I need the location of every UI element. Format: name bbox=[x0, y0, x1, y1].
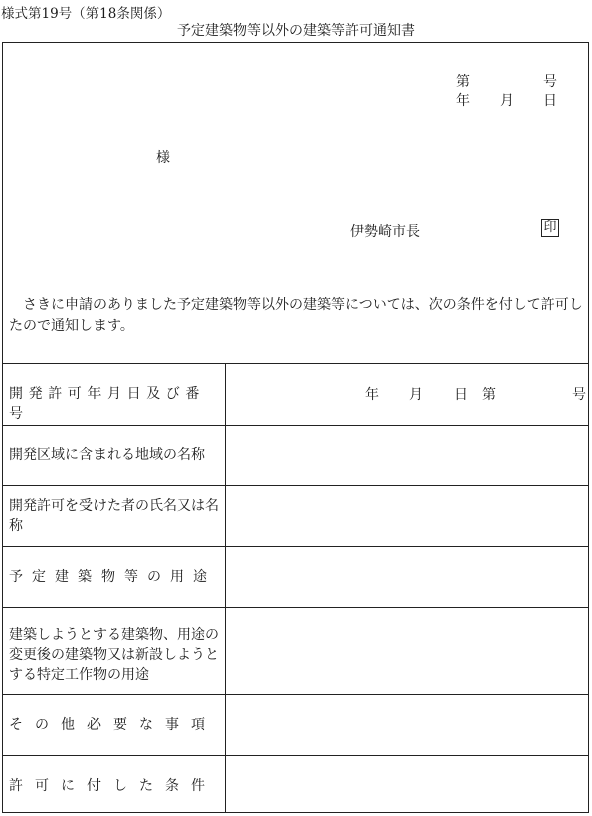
row-label-permit-date: 開発許可年月日及び番号 bbox=[9, 386, 205, 422]
issuer-name: 伊勢崎市長 bbox=[350, 224, 420, 240]
planned-use-value bbox=[226, 608, 589, 693]
area-name-value bbox=[226, 486, 589, 545]
date-day: 日 bbox=[543, 93, 557, 109]
row-label-conditions: 許可に付した条件 bbox=[9, 778, 217, 794]
row-label-planned-use: 予定建築物等の用途 bbox=[9, 569, 216, 585]
other-matters-value bbox=[226, 756, 589, 812]
addressee-suffix: 様 bbox=[156, 150, 170, 166]
permit-day-label: 日 bbox=[454, 387, 468, 403]
date-year: 年 bbox=[456, 93, 470, 109]
building-use-value bbox=[226, 695, 589, 754]
number-suffix: 号 bbox=[543, 74, 557, 90]
form-frame bbox=[2, 42, 589, 813]
row-label-permittee: 開発許可を受けた者の氏名又は名称 bbox=[9, 498, 219, 534]
permit-go-label: 号 bbox=[572, 387, 586, 403]
row-label-other-matters: その他必要な事項 bbox=[9, 717, 217, 733]
permittee-value bbox=[226, 547, 589, 606]
form-number: 様式第19号（第18条関係） bbox=[1, 6, 171, 22]
permit-no-label: 第 bbox=[482, 387, 496, 403]
notice-body: さきに申請のありました予定建築物等以外の建築等については、次の条件を付して許可したので通知します。 bbox=[9, 297, 583, 334]
table-top-line bbox=[3, 363, 588, 364]
number-prefix: 第 bbox=[456, 74, 470, 90]
date-month: 月 bbox=[500, 93, 514, 109]
row-label-building-use: 建築しようとする建築物、用途の変更後の建築物又は新設しようとする特定工作物の用途 bbox=[9, 627, 219, 683]
row-divider bbox=[3, 425, 588, 426]
row-label-area-name: 開発区域に含まれる地域の名称 bbox=[9, 447, 205, 463]
permit-month-label: 月 bbox=[409, 387, 423, 403]
seal-mark: 印 bbox=[541, 219, 559, 237]
permit-year-label: 年 bbox=[365, 387, 379, 403]
document-title: 予定建築物等以外の建築等許可通知書 bbox=[177, 23, 415, 39]
